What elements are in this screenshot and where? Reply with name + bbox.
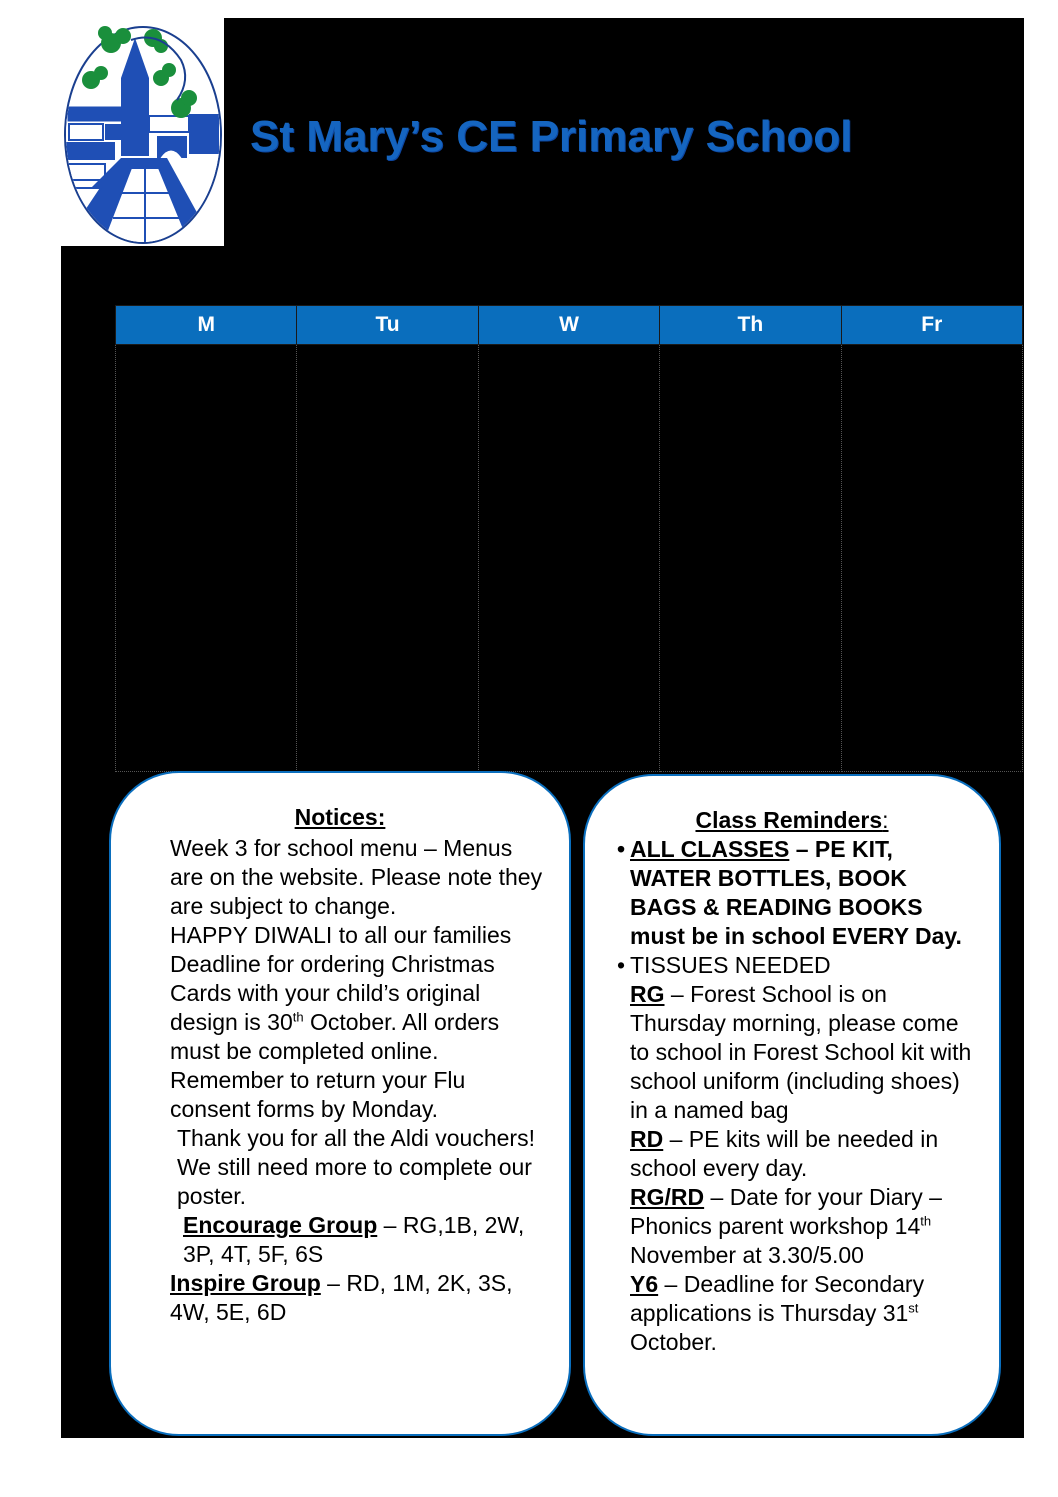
reminder-all-classes <box>630 835 979 951</box>
y6-label: Y6 <box>630 1271 659 1297</box>
rgrd-sup: th <box>920 1213 932 1229</box>
day-cell-wednesday <box>478 345 659 772</box>
notice-item: • Week 3 for school menu – Menus are on the website. Please note they are subject to change. <box>111 834 569 921</box>
day-cell-friday <box>841 345 1022 772</box>
notices-panel <box>109 771 571 1436</box>
encourage-group-label: Encourage Group <box>183 1212 378 1238</box>
notice-item: • Thank you for all the Aldi vouchers! We still need more to complete our poster. <box>111 1124 569 1211</box>
inspire-group-text: – RD, 1M, 2K, 3S, 4W, 5E, 6D <box>170 1270 513 1325</box>
school-crest-logo <box>61 18 224 246</box>
notice-item <box>111 950 569 1066</box>
y6-text: – Deadline for Secondary applications is Thursday 31 <box>630 1271 925 1326</box>
reminder-rg <box>630 980 979 1125</box>
school-name-title: St Mary’s CE Primary School <box>250 112 853 161</box>
day-header-monday: M <box>116 306 297 345</box>
notice-item: • Remember to return your Flu consent forms by Monday. <box>111 1066 569 1124</box>
notice-text: Deadline for ordering Christmas Cards with your child’s original design is 30 <box>170 951 495 1035</box>
reminder-tissues <box>630 951 979 1357</box>
reminders-title <box>585 776 999 835</box>
day-cell-monday <box>116 345 297 772</box>
notice-item: • HAPPY DIWALI to all our families <box>111 921 569 950</box>
all-classes-label: ALL CLASSES <box>630 836 790 862</box>
reminders-title-text: Class Reminders <box>695 807 883 833</box>
rgrd-label: RG/RD <box>630 1184 705 1210</box>
rd-label: RD <box>630 1126 664 1152</box>
day-header-thursday: Th <box>660 306 841 345</box>
reminder-rgrd <box>630 1183 979 1270</box>
rgrd-text: – Date for your Diary – Phonics parent workshop 14 <box>630 1184 942 1239</box>
notice-sup: th <box>292 1009 304 1025</box>
notice-item-inspire-group <box>111 1269 569 1327</box>
rg-text: – Forest School is on Thursday morning, please come to school in Forest School kit with school uniform (including shoes) in a named bag <box>630 981 972 1123</box>
reminders-title-colon: : <box>882 807 889 833</box>
y6-text-post: October. <box>630 1329 717 1355</box>
inspire-group-label: Inspire Group <box>170 1270 321 1296</box>
all-classes-text: – PE KIT, WATER BOTTLES, BOOK BAGS & READING BOOKS must be in school EVERY Day. <box>630 836 962 949</box>
notice-text: October. All orders must be completed online. <box>170 1009 500 1064</box>
day-header-wednesday: W <box>478 306 659 345</box>
notices-title: Notices: <box>294 804 386 830</box>
y6-sup: st <box>908 1300 919 1316</box>
notice-item-encourage-group <box>111 1211 569 1269</box>
reminder-y6 <box>630 1270 979 1357</box>
tissues-text: • TISSUES NEEDED <box>630 952 831 978</box>
reminder-rd <box>630 1125 979 1183</box>
week-timetable <box>115 305 1023 772</box>
rgrd-text-post: November at 3.30/5.00 <box>630 1242 864 1268</box>
rd-text: – PE kits will be needed in school every day. <box>630 1126 939 1181</box>
encourage-group-text: – RG,1B, 2W, 3P, 4T, 5F, 6S <box>183 1212 525 1267</box>
day-header-friday: Fr <box>841 306 1022 345</box>
day-cell-thursday <box>660 345 841 772</box>
day-cell-tuesday <box>297 345 478 772</box>
day-header-tuesday: Tu <box>297 306 478 345</box>
rg-label: RG <box>630 981 665 1007</box>
class-reminders-panel <box>583 774 1001 1436</box>
